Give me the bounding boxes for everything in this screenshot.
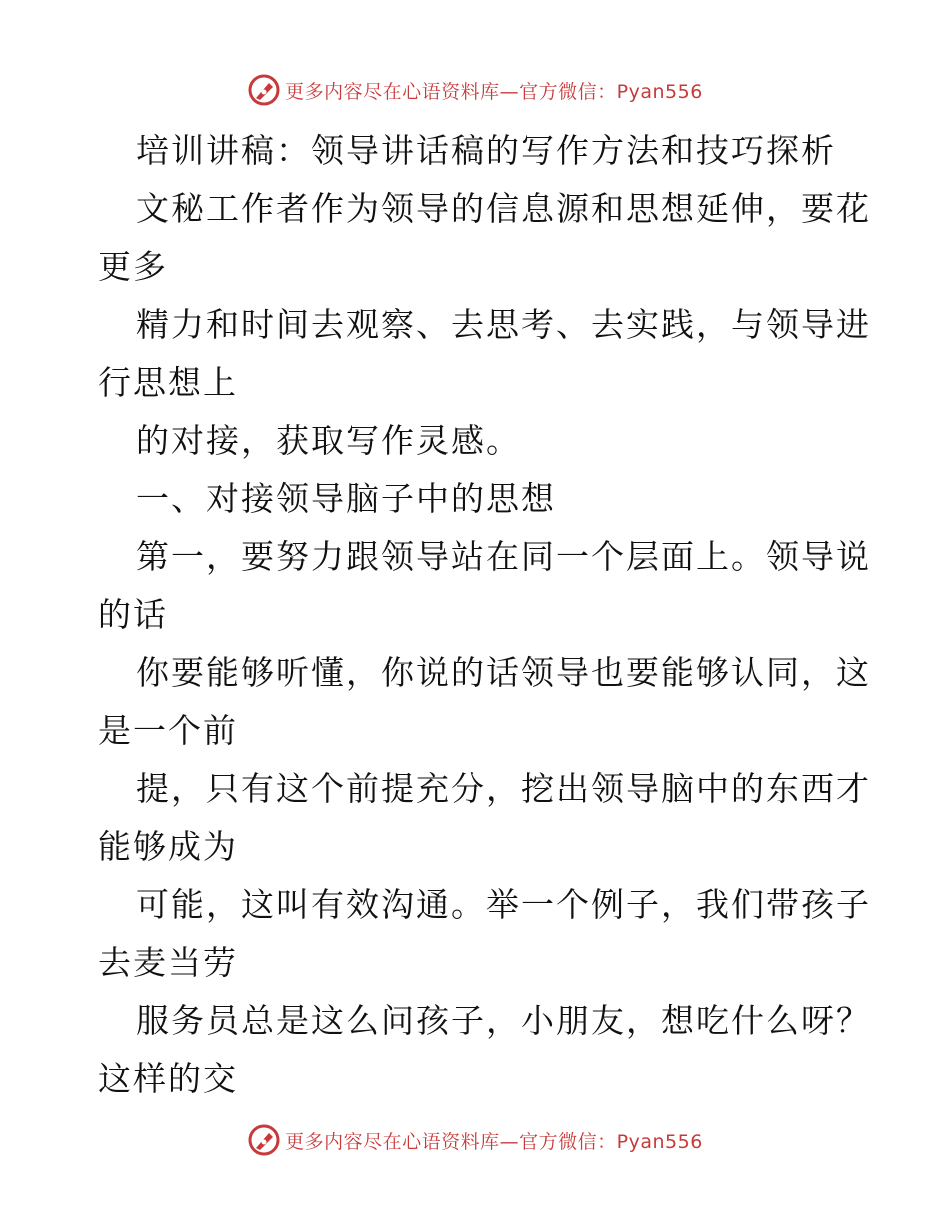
header-watermark — [0, 70, 950, 110]
paragraph — [98, 180, 871, 296]
paragraph — [98, 296, 871, 412]
paragraph-line: 培训讲稿：领导讲话稿的写作方法和技巧探析 — [136, 131, 836, 170]
paragraph — [98, 876, 871, 992]
paragraph-line: 行思想上 — [98, 363, 238, 402]
paragraph-line: 能够成为 — [98, 827, 238, 866]
paragraph-line: 更多 — [98, 247, 168, 286]
paragraph-line: 去麦当劳 — [98, 943, 238, 982]
paragraph-line: 一、对接领导脑子中的思想 — [136, 479, 556, 518]
paragraph — [98, 412, 858, 470]
watermark-text: 更多内容尽在心语资料库—官方微信：Pyan556 — [285, 1130, 703, 1153]
footer-watermark — [0, 1120, 950, 1160]
pen-logo-icon — [247, 1123, 281, 1157]
paragraph-line: 这样的交 — [98, 1059, 238, 1098]
paragraph-line: 提，只有这个前提充分，挖出领导脑中的东西才 — [136, 769, 871, 808]
paragraph-line: 文秘工作者作为领导的信息源和思想延伸，要花 — [136, 189, 871, 228]
pen-logo-icon — [247, 73, 281, 107]
paragraph — [98, 992, 871, 1108]
paragraph-line: 服务员总是这么问孩子，小朋友，想吃什么呀？ — [136, 1001, 871, 1040]
watermark-text: 更多内容尽在心语资料库—官方微信：Pyan556 — [285, 80, 703, 103]
paragraph-line: 第一，要努力跟领导站在同一个层面上。领导说 — [136, 537, 871, 576]
paragraph-line: 你要能够听懂，你说的话领导也要能够认同，这 — [136, 653, 871, 692]
paragraph — [98, 528, 871, 644]
paragraph-line: 精力和时间去观察、去思考、去实践，与领导进 — [136, 305, 871, 344]
paragraph — [98, 644, 871, 760]
document-body — [98, 122, 871, 1108]
paragraph-line: 可能，这叫有效沟通。举一个例子，我们带孩子 — [136, 885, 871, 924]
paragraph-line: 的对接，获取写作灵感。 — [136, 421, 521, 460]
paragraph-line: 是一个前 — [98, 711, 238, 750]
paragraph-line: 的话 — [98, 595, 168, 634]
section-heading — [98, 470, 858, 528]
paragraph — [98, 760, 871, 876]
paragraph-title — [98, 122, 858, 180]
